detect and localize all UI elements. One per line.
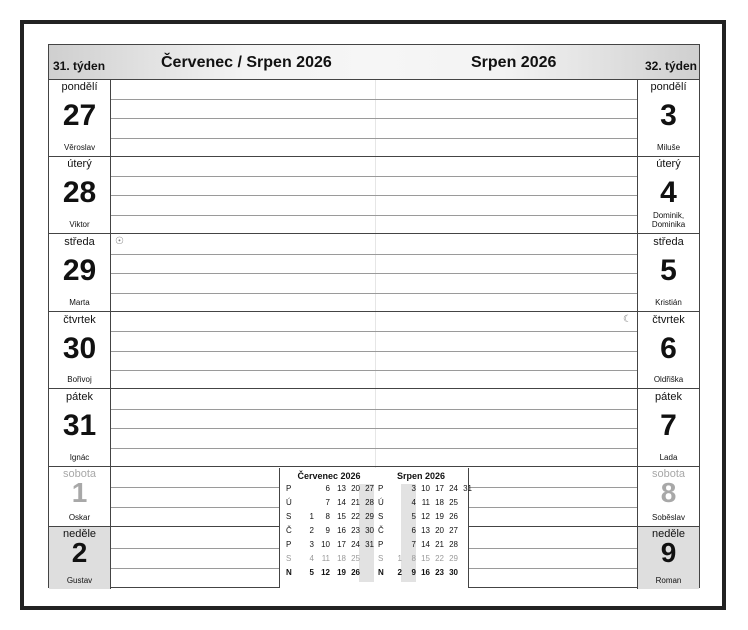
writing-line xyxy=(111,428,637,429)
writing-line xyxy=(111,254,637,255)
mini-calendar-date: 29 xyxy=(365,512,374,521)
mini-calendar-date: 2 xyxy=(397,568,402,577)
day-name: čtvrtek xyxy=(63,314,96,326)
month-title-right: Srpen 2026 xyxy=(471,54,557,71)
day-cell-right xyxy=(637,312,699,388)
weekday-label: Ú xyxy=(286,498,292,507)
day-number: 8 xyxy=(660,477,677,508)
mini-calendar-date: 4 xyxy=(411,498,416,507)
day-name: pátek xyxy=(655,391,682,403)
weekday-label: P xyxy=(378,540,384,549)
weekday-label: P xyxy=(286,540,292,549)
day-name: středa xyxy=(653,236,684,248)
mini-calendar-date: 12 xyxy=(321,568,330,577)
day-cell-left xyxy=(49,467,111,526)
weekday-label: P xyxy=(378,484,384,493)
mini-calendars xyxy=(279,468,472,588)
day-cell-left xyxy=(49,156,111,233)
writing-line xyxy=(111,293,637,294)
name-day: Dominik, Dominika xyxy=(651,211,686,229)
mini-calendar-row xyxy=(376,525,466,537)
day-cell-right xyxy=(637,156,699,233)
day-number: 5 xyxy=(660,254,677,287)
mini-calendar-august xyxy=(376,468,472,588)
mini-calendar-date: 10 xyxy=(421,484,430,493)
mini-calendar-date: 6 xyxy=(325,484,330,493)
day-number: 1 xyxy=(71,477,88,508)
day-number: 31 xyxy=(62,409,97,442)
mini-calendar-date: 7 xyxy=(411,540,416,549)
name-day: Viktor xyxy=(69,220,90,229)
mini-calendar-date: 30 xyxy=(449,568,458,577)
mini-calendar-date: 4 xyxy=(309,554,314,563)
mini-calendar-row xyxy=(376,511,466,523)
weekday-label: N xyxy=(286,568,292,577)
weekday-label: Ú xyxy=(378,498,384,507)
mini-calendar-date: 24 xyxy=(351,540,360,549)
mini-calendar-date: 25 xyxy=(449,498,458,507)
day-number: 9 xyxy=(660,537,677,568)
mini-calendar-date: 16 xyxy=(421,568,430,577)
writing-line xyxy=(111,487,279,488)
mini-calendar-date: 25 xyxy=(351,554,360,563)
mini-calendar-date: 23 xyxy=(435,568,444,577)
mini-calendar-date: 27 xyxy=(365,484,374,493)
day-cell-right xyxy=(637,79,699,156)
mini-calendar-date: 7 xyxy=(325,498,330,507)
mini-calendar-date: 15 xyxy=(421,554,430,563)
last-quarter-moon-icon: ☾ xyxy=(623,314,632,325)
mini-calendar-date: 19 xyxy=(337,568,346,577)
writing-line xyxy=(469,507,637,508)
weekday-label: N xyxy=(378,568,384,577)
day-cell-left xyxy=(49,312,111,388)
mini-calendar-row xyxy=(284,525,374,537)
mini-calendar-date: 28 xyxy=(365,498,374,507)
name-day: Lada xyxy=(659,453,678,462)
writing-line xyxy=(111,370,637,371)
mini-calendar-date: 31 xyxy=(463,484,472,493)
mini-calendar-row xyxy=(284,483,374,495)
mini-calendar-date: 17 xyxy=(435,484,444,493)
day-name: úterý xyxy=(656,158,681,170)
day-name: pondělí xyxy=(650,81,687,93)
name-day: Soběslav xyxy=(652,513,685,522)
mini-calendar-row xyxy=(376,497,466,509)
mini-calendar-date: 18 xyxy=(435,498,444,507)
day-cell-left xyxy=(49,389,111,466)
mini-calendar-date: 28 xyxy=(449,540,458,549)
writing-line xyxy=(111,195,637,196)
mini-calendar-row xyxy=(284,511,374,523)
mini-calendar-date: 15 xyxy=(337,512,346,521)
writing-line xyxy=(111,448,637,449)
writing-line xyxy=(111,273,637,274)
writing-line xyxy=(111,548,279,549)
writing-line xyxy=(111,99,637,100)
weekday-label: P xyxy=(286,484,292,493)
writing-line xyxy=(111,568,279,569)
weekday-label: S xyxy=(378,554,384,563)
mini-calendar-date: 20 xyxy=(435,526,444,535)
mini-calendar-date: 13 xyxy=(337,484,346,493)
mini-calendar-date: 31 xyxy=(365,540,374,549)
mini-calendar-date: 27 xyxy=(449,526,458,535)
mini-calendar-date: 6 xyxy=(411,526,416,535)
mini-calendar-row xyxy=(284,567,374,579)
day-row-friday xyxy=(49,389,699,467)
mini-calendar-date: 20 xyxy=(351,484,360,493)
day-cell-left xyxy=(49,527,111,589)
mini-calendar-row xyxy=(376,553,466,565)
day-name: úterý xyxy=(67,158,92,170)
day-row-wednesday xyxy=(49,234,699,312)
mini-calendar-date: 2 xyxy=(309,526,314,535)
month-title-left: Červenec / Srpen 2026 xyxy=(161,54,332,71)
day-number: 6 xyxy=(660,332,677,365)
writing-line xyxy=(111,176,637,177)
mini-calendar-row xyxy=(284,497,374,509)
writing-line xyxy=(111,409,637,410)
mini-calendar-date: 9 xyxy=(411,568,416,577)
name-day: Roman xyxy=(655,576,682,585)
day-number: 4 xyxy=(660,176,677,209)
mini-calendar-date: 12 xyxy=(421,512,430,521)
name-day: Gustav xyxy=(66,576,93,585)
weekly-planner-page xyxy=(48,44,700,588)
mini-calendar-date: 1 xyxy=(397,554,402,563)
mini-calendar-date: 17 xyxy=(337,540,346,549)
mini-calendar-date: 3 xyxy=(411,484,416,493)
weekday-label: Č xyxy=(378,526,384,535)
mini-calendar-date: 13 xyxy=(421,526,430,535)
mini-calendar-date: 9 xyxy=(325,526,330,535)
name-day: Marta xyxy=(69,298,90,307)
mini-calendar-row xyxy=(376,539,466,551)
mini-calendar-row xyxy=(284,553,374,565)
day-name: pátek xyxy=(66,391,93,403)
mini-calendar-date: 30 xyxy=(365,526,374,535)
name-day: Ignác xyxy=(69,453,90,462)
weekday-label: S xyxy=(286,554,292,563)
day-number: 2 xyxy=(71,537,88,568)
writing-line xyxy=(111,215,637,216)
mini-calendar-date: 26 xyxy=(449,512,458,521)
day-name: neděle xyxy=(651,528,686,540)
mini-calendar-date: 29 xyxy=(449,554,458,563)
mini-calendar-date: 8 xyxy=(411,554,416,563)
mini-calendar-july xyxy=(284,468,374,588)
mini-calendar-date: 5 xyxy=(411,512,416,521)
writing-line xyxy=(469,568,637,569)
week-number-left: 31. týden xyxy=(53,59,106,73)
mini-calendar-date: 18 xyxy=(337,554,346,563)
day-name: čtvrtek xyxy=(652,314,685,326)
day-name: pondělí xyxy=(61,81,98,93)
mini-calendar-date: 14 xyxy=(421,540,430,549)
mini-calendar-title: Srpen 2026 xyxy=(396,471,446,481)
writing-line xyxy=(469,487,637,488)
name-day: Věroslav xyxy=(63,143,96,152)
day-row-monday xyxy=(49,79,699,157)
page-header xyxy=(49,45,699,80)
mini-calendar-date: 16 xyxy=(337,526,346,535)
mini-calendar-date: 10 xyxy=(321,540,330,549)
day-number: 30 xyxy=(62,332,97,365)
writing-line xyxy=(111,331,637,332)
mini-calendar-date: 11 xyxy=(421,498,430,507)
writing-line xyxy=(111,507,279,508)
day-cell-right xyxy=(637,467,699,526)
name-day: Oldřiška xyxy=(653,375,684,384)
writing-line xyxy=(111,118,637,119)
day-row-thursday xyxy=(49,312,699,389)
mini-calendar-row xyxy=(284,539,374,551)
mini-calendar-date: 5 xyxy=(309,568,314,577)
mini-calendar-date: 21 xyxy=(435,540,444,549)
weekday-label: S xyxy=(286,512,292,521)
day-row-tuesday xyxy=(49,156,699,234)
writing-line xyxy=(111,351,637,352)
day-number: 27 xyxy=(62,99,97,132)
mini-calendar-date: 24 xyxy=(449,484,458,493)
mini-calendar-row xyxy=(376,483,472,495)
day-name: sobota xyxy=(62,468,97,480)
mini-calendar-date: 22 xyxy=(351,512,360,521)
day-number: 28 xyxy=(62,176,97,209)
mini-calendar-date: 22 xyxy=(435,554,444,563)
weekday-label: S xyxy=(378,512,384,521)
mini-calendar-date: 23 xyxy=(351,526,360,535)
name-day: Oskar xyxy=(68,513,91,522)
weekday-label: Č xyxy=(286,526,292,535)
mini-calendar-date: 1 xyxy=(309,512,314,521)
full-moon-icon: ☉ xyxy=(115,236,124,247)
mini-calendar-date: 26 xyxy=(351,568,360,577)
writing-line xyxy=(111,138,637,139)
mini-calendar-date: 21 xyxy=(351,498,360,507)
writing-line xyxy=(469,548,637,549)
mini-calendar-date: 8 xyxy=(325,512,330,521)
day-name: sobota xyxy=(651,468,686,480)
mini-calendar-title: Červenec 2026 xyxy=(297,471,361,481)
mini-calendar-row xyxy=(376,567,466,579)
mini-calendar-date: 11 xyxy=(321,554,330,563)
day-name: středa xyxy=(64,236,95,248)
name-day: Bořivoj xyxy=(67,375,92,384)
name-day: Kristián xyxy=(655,298,682,307)
name-day: Miluše xyxy=(656,143,681,152)
day-cell-left xyxy=(49,79,111,156)
mini-calendar-date: 3 xyxy=(309,540,314,549)
day-cell-left xyxy=(49,234,111,311)
day-cell-right xyxy=(637,527,699,589)
week-number-right: 32. týden xyxy=(644,59,697,73)
day-cell-right xyxy=(637,389,699,466)
day-cell-right xyxy=(637,234,699,311)
day-name: neděle xyxy=(62,528,97,540)
day-number: 7 xyxy=(660,409,677,442)
mini-calendar-date: 14 xyxy=(337,498,346,507)
day-number: 3 xyxy=(660,99,677,132)
day-number: 29 xyxy=(62,254,97,287)
mini-calendar-date: 19 xyxy=(435,512,444,521)
